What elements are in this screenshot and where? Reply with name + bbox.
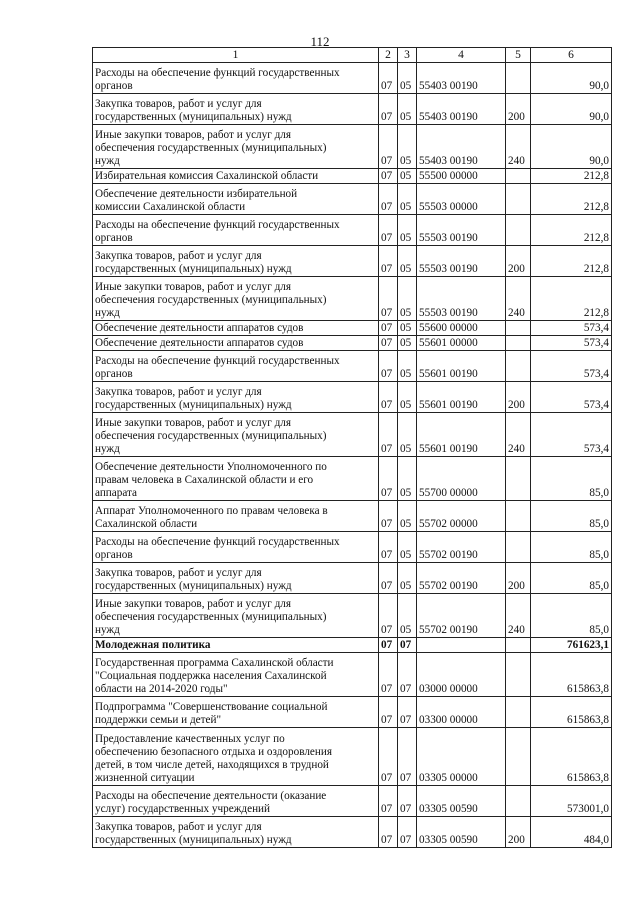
section-code-cell: 07: [379, 697, 398, 728]
table-row: [93, 215, 612, 246]
expense-type-cell: [506, 697, 531, 728]
target-article-cell: 55601 00000: [417, 336, 506, 351]
section-code-cell: 07: [379, 169, 398, 184]
amount-cell: 212,8: [531, 184, 612, 215]
row-name-cell: Закупка товаров, работ и услуг для государственных (муниципальных) нужд: [93, 817, 379, 848]
expense-type-cell: 240: [506, 125, 531, 169]
target-article-cell: 55403 00190: [417, 125, 506, 169]
subsection-code-cell: 05: [398, 63, 417, 94]
subsection-code-cell: 07: [398, 817, 417, 848]
subsection-code-cell: 05: [398, 594, 417, 638]
section-code-cell: 07: [379, 215, 398, 246]
target-article-cell: 03000 00000: [417, 653, 506, 697]
section-code-cell: 07: [379, 63, 398, 94]
subsection-code-cell: 05: [398, 563, 417, 594]
row-name-cell: Обеспечение деятельности Уполномоченного по правам человека в Сахалинской области и его аппарата: [93, 457, 379, 501]
target-article-cell: 55503 00190: [417, 215, 506, 246]
expense-type-cell: 240: [506, 413, 531, 457]
table-row: [93, 786, 612, 817]
expense-type-cell: [506, 351, 531, 382]
row-name-cell: Аппарат Уполномоченного по правам человека в Сахалинской области: [93, 501, 379, 532]
row-name-cell: Расходы на обеспечение функций государственных органов: [93, 351, 379, 382]
section-code-cell: 07: [379, 277, 398, 321]
subsection-code-cell: 05: [398, 382, 417, 413]
table-row: [93, 382, 612, 413]
target-article-cell: 55702 00190: [417, 532, 506, 563]
expense-type-cell: [506, 457, 531, 501]
target-article-cell: 55503 00190: [417, 246, 506, 277]
expense-type-cell: [506, 786, 531, 817]
expense-type-cell: 200: [506, 563, 531, 594]
table-row: [93, 351, 612, 382]
table-row: [93, 321, 612, 336]
amount-cell: 212,8: [531, 215, 612, 246]
subsection-code-cell: 07: [398, 653, 417, 697]
subsection-code-cell: 07: [398, 728, 417, 786]
section-code-cell: 07: [379, 457, 398, 501]
row-name-cell: Обеспечение деятельности избирательной комиссии Сахалинской области: [93, 184, 379, 215]
target-article-cell: 55700 00000: [417, 457, 506, 501]
table-row: [93, 94, 612, 125]
table-row: [93, 697, 612, 728]
expense-type-cell: 200: [506, 246, 531, 277]
row-name-cell: Расходы на обеспечение функций государственных органов: [93, 215, 379, 246]
subsection-code-cell: 07: [398, 786, 417, 817]
amount-cell: 615863,8: [531, 697, 612, 728]
table-row: [93, 501, 612, 532]
row-name-cell: Закупка товаров, работ и услуг для государственных (муниципальных) нужд: [93, 246, 379, 277]
expense-type-cell: 200: [506, 382, 531, 413]
amount-cell: 212,8: [531, 277, 612, 321]
expense-type-cell: [506, 336, 531, 351]
column-header: 2: [379, 48, 398, 63]
row-name-cell: Расходы на обеспечение деятельности (оказание услуг) государственных учреждений: [93, 786, 379, 817]
target-article-cell: 55403 00190: [417, 63, 506, 94]
amount-cell: 90,0: [531, 94, 612, 125]
amount-cell: 573001,0: [531, 786, 612, 817]
target-article-cell: 03305 00590: [417, 817, 506, 848]
subsection-code-cell: 05: [398, 321, 417, 336]
expense-type-cell: [506, 321, 531, 336]
column-header: 6: [531, 48, 612, 63]
table-row: [93, 653, 612, 697]
expense-type-cell: [506, 63, 531, 94]
amount-cell: 573,4: [531, 336, 612, 351]
row-name-cell: Закупка товаров, работ и услуг для государственных (муниципальных) нужд: [93, 382, 379, 413]
section-code-cell: 07: [379, 594, 398, 638]
row-name-cell: Предоставление качественных услуг по обеспечению безопасного отдыха и оздоровления детей, в том числе детей, находящихся в трудной жизненной ситуации: [93, 728, 379, 786]
section-code-cell: 07: [379, 336, 398, 351]
amount-cell: 212,8: [531, 169, 612, 184]
subsection-code-cell: 07: [398, 638, 417, 653]
target-article-cell: 55702 00190: [417, 563, 506, 594]
expense-type-cell: [506, 653, 531, 697]
section-code-cell: 07: [379, 351, 398, 382]
amount-cell: 615863,8: [531, 653, 612, 697]
amount-cell: 573,4: [531, 413, 612, 457]
expense-type-cell: [506, 501, 531, 532]
expense-type-cell: 200: [506, 817, 531, 848]
expense-type-cell: [506, 532, 531, 563]
subsection-code-cell: 05: [398, 413, 417, 457]
section-code-cell: 07: [379, 638, 398, 653]
amount-cell: 484,0: [531, 817, 612, 848]
expense-type-cell: 200: [506, 94, 531, 125]
amount-cell: 85,0: [531, 457, 612, 501]
section-code-cell: 07: [379, 728, 398, 786]
section-code-cell: 07: [379, 94, 398, 125]
target-article-cell: 55503 00190: [417, 277, 506, 321]
row-name-cell: Иные закупки товаров, работ и услуг для обеспечения государственных (муниципальных) нужд: [93, 277, 379, 321]
section-code-cell: 07: [379, 246, 398, 277]
column-header: 3: [398, 48, 417, 63]
table-row: [93, 817, 612, 848]
row-name-cell: Избирательная комиссия Сахалинской области: [93, 169, 379, 184]
row-name-cell: Расходы на обеспечение функций государственных органов: [93, 532, 379, 563]
row-name-cell: Обеспечение деятельности аппаратов судов: [93, 321, 379, 336]
expense-type-cell: [506, 638, 531, 653]
row-name-cell: Подпрограмма "Совершенствование социальной поддержки семьи и детей": [93, 697, 379, 728]
target-article-cell: 55702 00190: [417, 594, 506, 638]
target-article-cell: 55403 00190: [417, 94, 506, 125]
table-row: [93, 246, 612, 277]
target-article-cell: 55601 00190: [417, 382, 506, 413]
subsection-code-cell: 05: [398, 169, 417, 184]
section-code-cell: 07: [379, 382, 398, 413]
section-code-cell: 07: [379, 653, 398, 697]
column-header: 4: [417, 48, 506, 63]
row-name-cell: Обеспечение деятельности аппаратов судов: [93, 336, 379, 351]
section-code-cell: 07: [379, 321, 398, 336]
section-code-cell: 07: [379, 532, 398, 563]
expense-type-cell: [506, 215, 531, 246]
page-number: 112: [310, 34, 330, 49]
target-article-cell: 03300 00000: [417, 697, 506, 728]
table-body: [93, 63, 612, 848]
table-header-row: [93, 48, 612, 63]
table-row: [93, 594, 612, 638]
table-row: [93, 125, 612, 169]
subsection-code-cell: 05: [398, 246, 417, 277]
amount-cell: 85,0: [531, 594, 612, 638]
section-code-cell: 07: [379, 563, 398, 594]
table-row: [93, 728, 612, 786]
table-row: [93, 413, 612, 457]
target-article-cell: 55503 00000: [417, 184, 506, 215]
amount-cell: 615863,8: [531, 728, 612, 786]
target-article-cell: 55600 00000: [417, 321, 506, 336]
target-article-cell: 03305 00590: [417, 786, 506, 817]
target-article-cell: 55601 00190: [417, 413, 506, 457]
row-name-cell: Расходы на обеспечение функций государственных органов: [93, 63, 379, 94]
target-article-cell: 03305 00000: [417, 728, 506, 786]
amount-cell: 761623,1: [531, 638, 612, 653]
amount-cell: 90,0: [531, 63, 612, 94]
table-row: [93, 532, 612, 563]
budget-table: [92, 47, 612, 848]
subsection-code-cell: 05: [398, 336, 417, 351]
table-row: [93, 63, 612, 94]
column-header: 1: [93, 48, 379, 63]
amount-cell: 85,0: [531, 501, 612, 532]
subsection-code-cell: 07: [398, 697, 417, 728]
subsection-code-cell: 05: [398, 125, 417, 169]
section-code-cell: 07: [379, 125, 398, 169]
amount-cell: 573,4: [531, 351, 612, 382]
subsection-code-cell: 05: [398, 351, 417, 382]
expense-type-cell: [506, 184, 531, 215]
target-article-cell: 55601 00190: [417, 351, 506, 382]
subsection-code-cell: 05: [398, 532, 417, 563]
row-name-cell: Иные закупки товаров, работ и услуг для обеспечения государственных (муниципальных) нужд: [93, 125, 379, 169]
section-code-cell: 07: [379, 817, 398, 848]
expense-type-cell: 240: [506, 277, 531, 321]
row-name-cell: Государственная программа Сахалинской области "Социальная поддержка населения Сахалинской области на 2014-2020 годы": [93, 653, 379, 697]
amount-cell: 573,4: [531, 382, 612, 413]
target-article-cell: [417, 638, 506, 653]
expense-type-cell: [506, 169, 531, 184]
section-code-cell: 07: [379, 184, 398, 215]
subsection-code-cell: 05: [398, 501, 417, 532]
expense-type-cell: 240: [506, 594, 531, 638]
row-name-cell: Закупка товаров, работ и услуг для государственных (муниципальных) нужд: [93, 94, 379, 125]
table-row: [93, 457, 612, 501]
table-row: [93, 184, 612, 215]
row-name-cell: Иные закупки товаров, работ и услуг для обеспечения государственных (муниципальных) нужд: [93, 413, 379, 457]
table-row: [93, 563, 612, 594]
amount-cell: 85,0: [531, 532, 612, 563]
table-row: [93, 638, 612, 653]
target-article-cell: 55500 00000: [417, 169, 506, 184]
amount-cell: 212,8: [531, 246, 612, 277]
amount-cell: 85,0: [531, 563, 612, 594]
row-name-cell: Иные закупки товаров, работ и услуг для обеспечения государственных (муниципальных) нужд: [93, 594, 379, 638]
target-article-cell: 55702 00000: [417, 501, 506, 532]
column-header: 5: [506, 48, 531, 63]
table-row: [93, 336, 612, 351]
section-code-cell: 07: [379, 501, 398, 532]
section-code-cell: 07: [379, 786, 398, 817]
amount-cell: 90,0: [531, 125, 612, 169]
amount-cell: 573,4: [531, 321, 612, 336]
subsection-code-cell: 05: [398, 277, 417, 321]
table-row: [93, 169, 612, 184]
row-name-cell: Закупка товаров, работ и услуг для государственных (муниципальных) нужд: [93, 563, 379, 594]
table-row: [93, 277, 612, 321]
row-name-cell: Молодежная политика: [93, 638, 379, 653]
section-code-cell: 07: [379, 413, 398, 457]
subsection-code-cell: 05: [398, 215, 417, 246]
expense-type-cell: [506, 728, 531, 786]
subsection-code-cell: 05: [398, 184, 417, 215]
subsection-code-cell: 05: [398, 457, 417, 501]
subsection-code-cell: 05: [398, 94, 417, 125]
